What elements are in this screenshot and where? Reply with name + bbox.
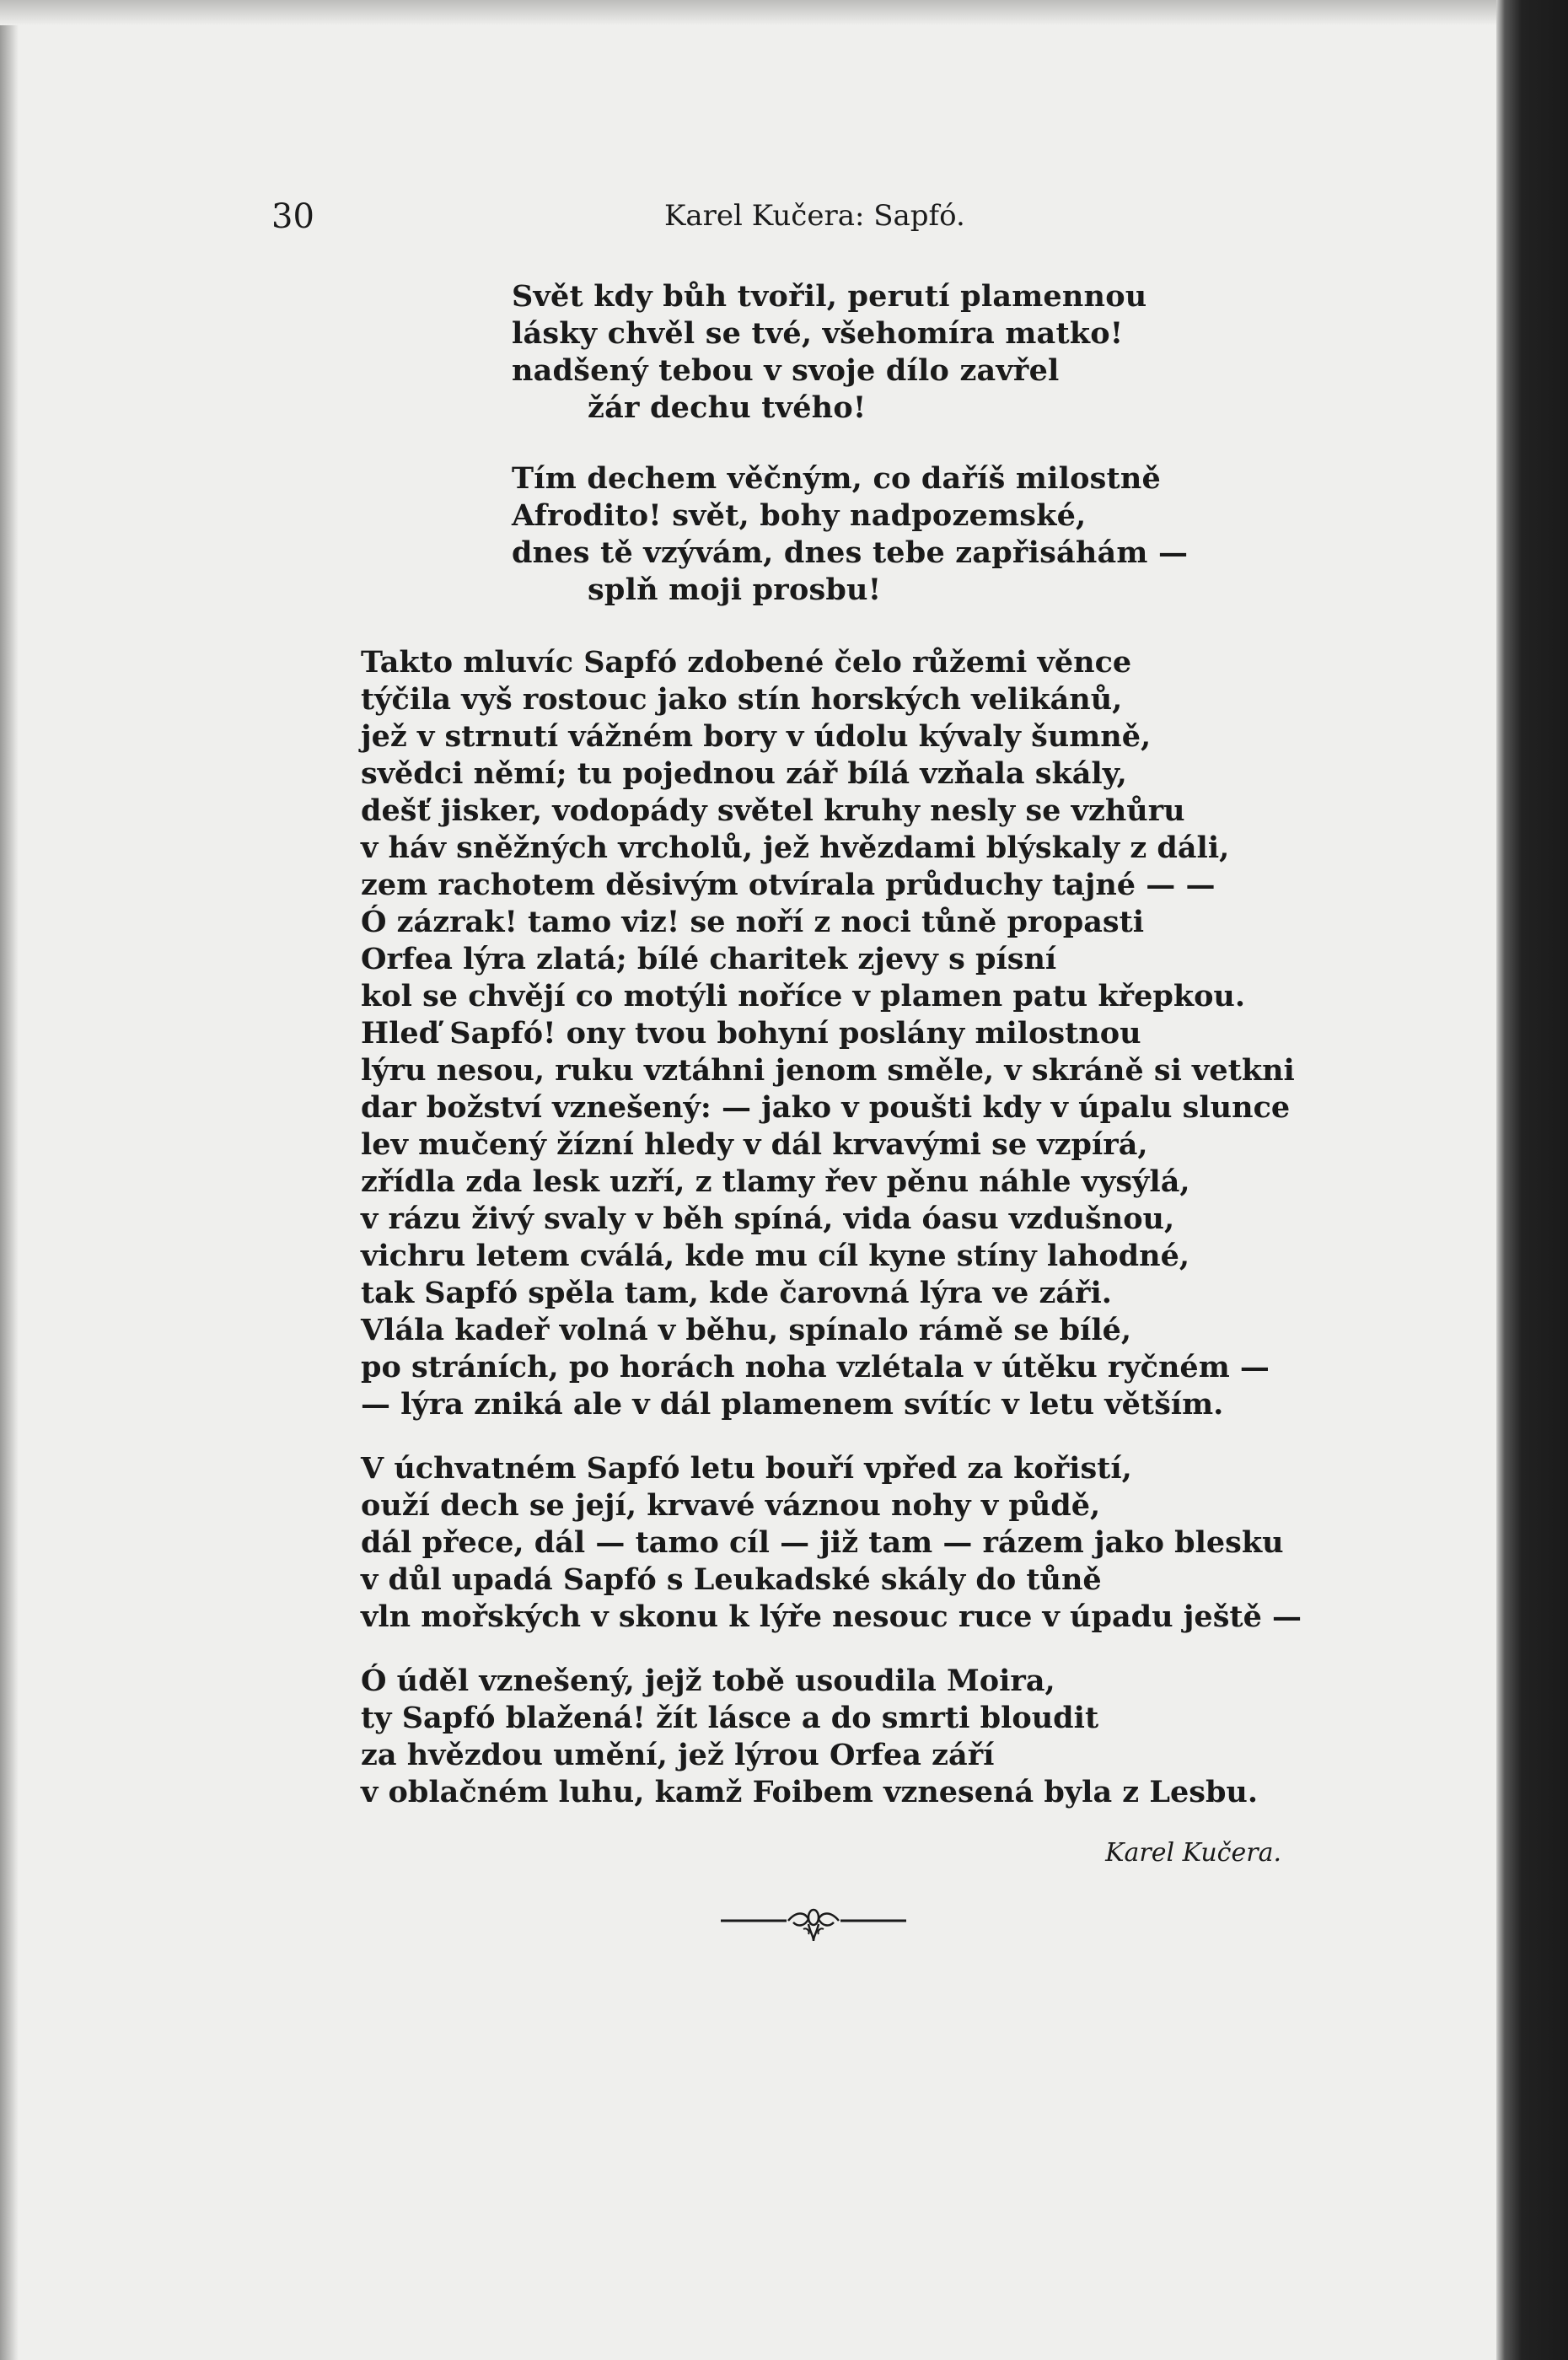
- verse-line: lásky chvěl se tvé, všehomíra matko!: [512, 316, 1124, 351]
- verse-line: dar božství vznešený: — jako v poušti kdy v úpalu slunce: [361, 1090, 1291, 1125]
- verse-line: dnes tě vzývám, dnes tebe zapřisáhám —: [512, 535, 1189, 570]
- verse-line: — lýra zniká ale v dál plamenem svítíc v letu větším.: [361, 1387, 1224, 1422]
- verse-line: vln mořských v skonu k lýře nesouc ruce v úpadu ještě —: [361, 1599, 1302, 1634]
- running-title: Karel Kučera: Sapfó.: [664, 199, 965, 233]
- verse-line: v háv sněžných vrcholů, jež hvězdami blýskaly z dáli,: [361, 831, 1230, 865]
- verse-line: lýru nesou, ruku vztáhni jenom směle, v skráně si vetkni: [361, 1053, 1295, 1088]
- verse-line: splň moji prosbu!: [588, 573, 882, 607]
- verse-line: Ó zázrak! tamo viz! se noří z noci tůně propasti: [361, 905, 1145, 939]
- verse-line: v oblačném luhu, kamž Foibem vznesená byla z Lesbu.: [361, 1775, 1259, 1809]
- fleuron-divider-icon: [721, 1902, 906, 1944]
- verse-line: Ó úděl vznešený, jejž tobě usoudila Moira,: [361, 1664, 1055, 1698]
- verse-line: Orfea lýra zlatá; bílé charitek zjevy s písní: [361, 942, 1057, 976]
- verse-line: jež v strnutí vážném bory v údolu kývaly šumně,: [361, 719, 1152, 754]
- verse-line: žár dechu tvého!: [588, 390, 867, 425]
- author-signature: Karel Kučera.: [1105, 1838, 1281, 1868]
- verse-line: Takto mluvíc Sapfó zdobené čelo růžemi věnce: [361, 645, 1132, 680]
- stanza-2: [512, 460, 1188, 609]
- verse-line: zem rachotem děsivým otvírala průduchy tajné — —: [361, 868, 1216, 902]
- verse-line: svědci němí; tu pojednou zář bílá vzňala skály,: [361, 756, 1127, 791]
- verse-line: Vlála kadeř volná v běhu, spínalo rámě se bílé,: [361, 1313, 1132, 1347]
- verse-line: tak Sapfó spěla tam, kde čarovná lýra ve záři.: [361, 1276, 1112, 1310]
- verse-paragraph-3: [361, 1663, 1259, 1811]
- verse-line: kol se chvějí co motýli noříce v plamen patu křepkou.: [361, 979, 1246, 1013]
- book-edge-shadow: [1496, 0, 1568, 2360]
- verse-line: lev mučený žízní hledy v dál krvavými se vzpírá,: [361, 1127, 1148, 1162]
- verse-line: nadšený tebou v svoje dílo zavřel: [512, 353, 1060, 388]
- verse-paragraph-1: [361, 644, 1295, 1423]
- verse-line: ty Sapfó blažená! žít lásce a do smrti bloudit: [361, 1701, 1099, 1735]
- verse-paragraph-2: [361, 1450, 1302, 1636]
- page-header: [0, 192, 1496, 243]
- verse-line: Tím dechem věčným, co daříš milostně: [512, 461, 1162, 496]
- verse-line: týčila vyš rostouc jako stín horských velikánů,: [361, 682, 1123, 717]
- verse-line: v rázu živý svaly v běh spíná, vida óasu vzdušnou,: [361, 1202, 1175, 1236]
- stanza-1: [512, 278, 1146, 427]
- verse-line: Svět kdy bůh tvořil, perutí plamennou: [512, 279, 1147, 314]
- verse-line: dešť jisker, vodopády světel kruhy nesly se vzhůru: [361, 793, 1185, 828]
- verse-line: Afrodito! svět, bohy nadpozemské,: [512, 498, 1087, 533]
- verse-line: dál přece, dál — tamo cíl — již tam — rázem jako blesku: [361, 1525, 1284, 1560]
- page-number: 30: [271, 197, 314, 236]
- verse-line: za hvězdou umění, jež lýrou Orfea září: [361, 1738, 995, 1772]
- verse-line: vichru letem cválá, kde mu cíl kyne stíny lahodné,: [361, 1239, 1190, 1273]
- verse-line: Hleď Sapfó! ony tvou bohyní poslány milostnou: [361, 1016, 1141, 1051]
- verse-line: v důl upadá Sapfó s Leukadské skály do tůně: [361, 1562, 1102, 1597]
- verse-line: V úchvatném Sapfó letu bouří vpřed za kořistí,: [361, 1451, 1132, 1486]
- verse-line: zřídla zda lesk uzří, z tlamy řev pěnu náhle vysýlá,: [361, 1164, 1190, 1199]
- verse-line: po stráních, po horách noha vzlétala v útěku ryčném —: [361, 1350, 1270, 1384]
- verse-line: ouží dech se její, krvavé váznou nohy v půdě,: [361, 1488, 1101, 1523]
